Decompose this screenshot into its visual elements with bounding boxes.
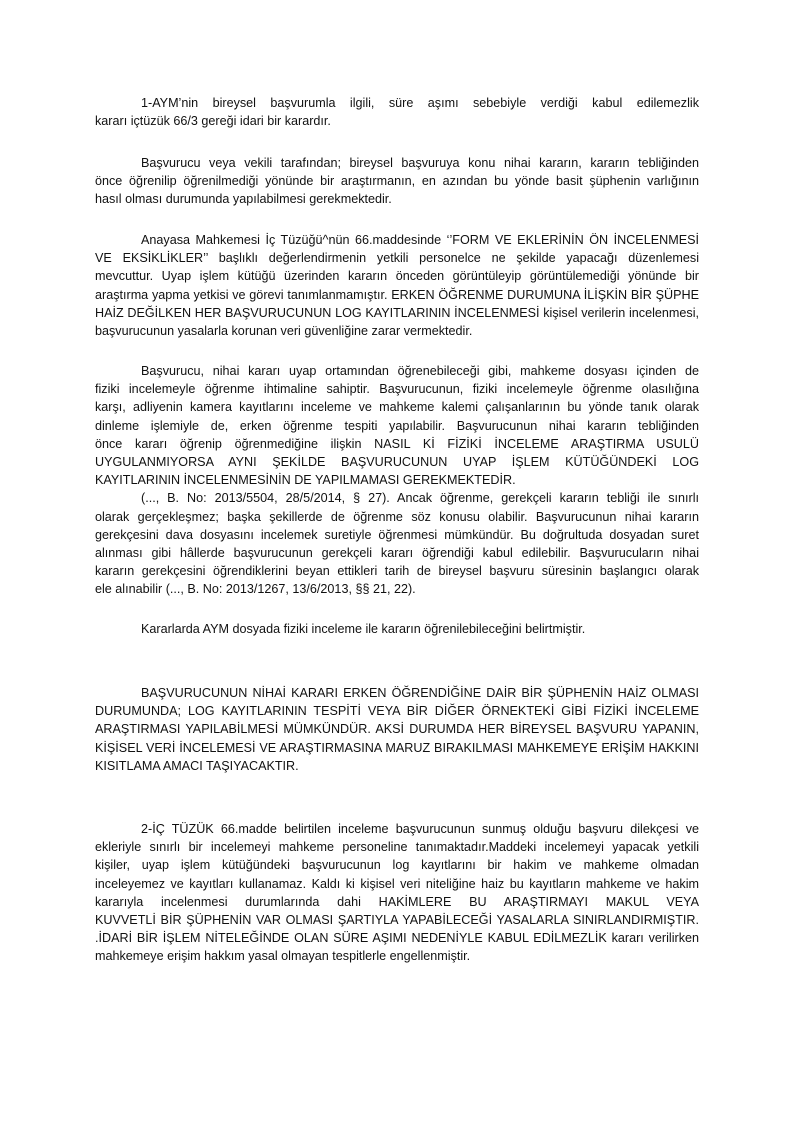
text-line: hasıl olması durumunda yapılabilmesi gerekmektedir. xyxy=(95,192,392,207)
paragraph-7 xyxy=(95,820,699,966)
text-line: dinleme işlemiyle de, erken öğrenme tespiti yapılabilir. Başvurucunun nihai kararın tebliğinden xyxy=(95,418,699,433)
text-line: fiziki incelemeyle öğrenme ihtimaline sahiptir. Başvurucunun, fiziki incelemeyle öğrenme olasılığına xyxy=(95,382,699,397)
text-line: KİŞİSEL VERİ İNCELEMESİ VE ARAŞTIRMASINA MARUZ BIRAKILMASI MAHKEMEYE ERİŞİM HAKKINI xyxy=(95,740,699,755)
text-line: olarak gerçekleşmez; başka şekillerde de öğrenme söz konusu olabilir. Başvurucunun nihai kararın xyxy=(95,509,699,524)
text-line: 2-İÇ TÜZÜK 66.madde belirtilen inceleme başvurucunun sunmuş olduğu başvuru dilekçesi ve xyxy=(141,822,699,836)
text-line: Başvurucu, nihai kararı uyap ortamından öğrenebileceği gibi, mahkeme dosyası içinden de xyxy=(141,364,699,378)
text-line: önce kararı öğrenip öğrenmediğine ilişkin NASIL Kİ FİZİKİ İNCELEME ARAŞTIRMA USULÜ xyxy=(95,436,699,451)
text-line: ele alınabilir (..., B. No: 2013/1267, 13/6/2013, §§ 21, 22). xyxy=(95,582,416,597)
text-line: DURUMUNDA; LOG KAYITLARININ TESPİTİ VEYA BİR DİĞER ÖRNEKTEKİ GİBİ FİZİKİ İNCELEME xyxy=(95,704,699,719)
text-line: kişiler, uyap işlem kütüğündeki başvurucunun log kayıtlarını bir hakim ve mahkeme olmadan xyxy=(95,858,699,873)
text-line: 1-AYM’nin bireysel başvurumla ilgili, süre aşımı sebebiyle verdiği kabul edilemezlik xyxy=(141,96,699,110)
text-line: HAİZ DEĞİLKEN HER BAŞVURUCUNUN LOG KAYITLARININ İNCELENMESİ kişisel verilerin incelenmesi, xyxy=(95,305,699,320)
text-line: kararıyla incelenmesi durumlarında dahi HAKİMLERE BU ARAŞTIRMAYI MAKUL VEYA xyxy=(95,894,699,909)
paragraph-5 xyxy=(95,620,699,638)
text-line: (..., B. No: 2013/5504, 28/5/2014, § 27). Ancak öğrenme, gerekçeli kararın tebliği ile sınırlı xyxy=(141,491,699,506)
text-line: mahkemeye erişim hakkım yasal olmayan tespitlerle engellenmiştir. xyxy=(95,949,471,964)
text-line: Başvurucu veya vekili tarafından; bireysel başvuruya konu nihai kararın, kararın tebliğinden xyxy=(141,156,699,170)
text-line: VE EKSİKLİKLER’’ başlıklı değerlendirmenin yetkili personelce ne şekilde yapacağı düzenlemesi xyxy=(95,251,699,266)
paragraph-4 xyxy=(95,362,699,598)
text-line: ekleriyle sınırlı bir incelemeyi mahkeme personeline tanımaktadır.Maddeki incelemeyi yapacak yetkili xyxy=(95,840,699,855)
text-line: KUVVETLİ BİR ŞÜPHENİN VAR OLMASI ŞARTIYLA YAPABİLECEĞİ YASALARLA SINIRLANDIRMIŞTIR. xyxy=(95,912,699,927)
paragraph-6 xyxy=(95,684,699,775)
text-line: Anayasa Mahkemesi İç Tüzüğü^nün 66.maddesinde ‘’FORM VE EKLERİNİN ÖN İNCELENMESİ xyxy=(141,233,699,247)
paragraph-3 xyxy=(95,231,699,340)
text-line: kararı içtüzük 66/3 gereği idari bir karardır. xyxy=(95,114,331,129)
paragraph-2 xyxy=(95,154,699,209)
paragraph-1 xyxy=(95,94,699,130)
text-line: önce öğrenilip öğrenilmediği yönünde bir araştırmanın, en azından bu yönde basit şüphenin varlığının xyxy=(95,174,699,189)
text-line: Kararlarda AYM dosyada fiziki inceleme ile kararın öğrenilebileceğini belirtmiştir. xyxy=(141,622,586,636)
text-line: ARAŞTIRMASI YAPILABİLMESİ MÜMKÜNDÜR. AKSİ DURUMDA HER BİREYSEL BAŞVURU YAPANIN, xyxy=(95,722,699,737)
text-line: .İDARİ BİR İŞLEM NİTELEĞİNDE OLAN SÜRE AŞIMI NEDENİYLE KABUL EDİLMEZLİK kararı verilirken xyxy=(95,931,699,946)
text-line: başvurucunun yasalarla korunan veri güvenliğine zarar vermektedir. xyxy=(95,323,473,338)
text-line: inceleyemez ve kayıtları kullanamaz. Kaldı ki kişisel veri niteliğine haiz bu kayıtların mahkeme ve hakim xyxy=(95,876,699,891)
text-line: BAŞVURUCUNUN NİHAİ KARARI ERKEN ÖĞRENDİĞİNE DAİR BİR ŞÜPHENİN HAİZ OLMASI xyxy=(141,686,699,700)
text-line: KISITLAMA AMACI TAŞIYACAKTIR. xyxy=(95,758,299,773)
text-line: araştırma yapma yetkisi ve görevi tanımlanmamıştır. ERKEN ÖĞRENME DURUMUNA İLİŞKİN BİR ŞÜPHE xyxy=(95,287,699,302)
text-line: KAYITLARININ İNCELENMESİNİN DE YAPILMAMASI GEREKMEKTEDİR. xyxy=(95,473,516,488)
text-line: alınması gibi hâllerde başvurucunun gerekçeli kararı öğrendiği kabul edilebilir. Başvurucuların nihai xyxy=(95,545,699,560)
text-line: gerekçesini dava dosyasını incelemek suretiyle öğrenmesi mümkündür. Bu doğrultuda dosyadan suret xyxy=(95,527,699,542)
text-line: karşı, adliyenin kamera kayıtlarını inceleme ve mahkeme kalemi çalışanlarının bu yönde tanık olarak xyxy=(95,400,699,415)
text-line: kararın gerekçesini öğrendiklerini beyan ettikleri tarih de bireysel başvuru süresinin başlangıcı olarak xyxy=(95,564,699,579)
text-line: mevcuttur. Uyap işlem kütüğü üzerinden kararın önceden görüntüleyip görüntülemediği yönünde bir xyxy=(95,269,699,284)
text-line: UYGULANMIYORSA AYNI ŞEKİLDE BAŞVURUCUNUN UYAP İŞLEM KÜTÜĞÜNDEKİ LOG xyxy=(95,454,699,469)
